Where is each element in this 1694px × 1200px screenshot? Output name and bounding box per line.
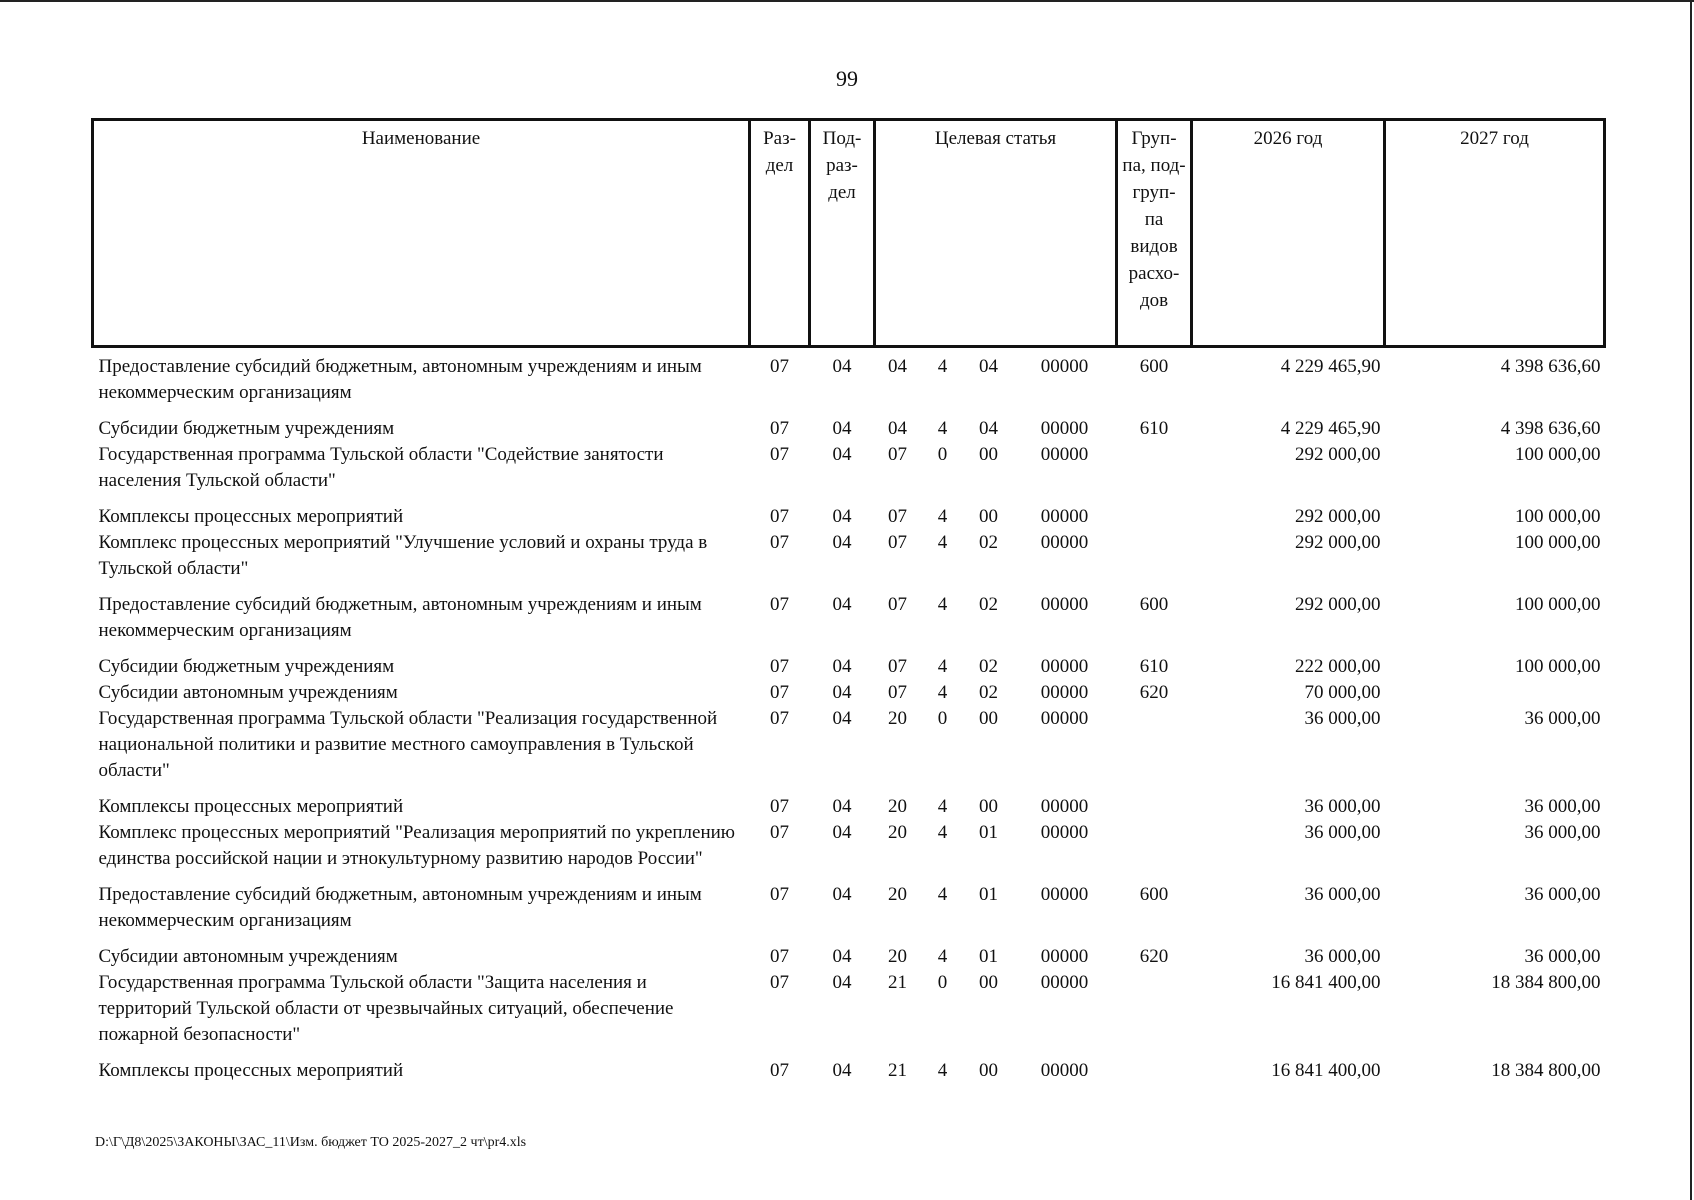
cell-target-direction: 00000 <box>1040 356 1089 377</box>
cell-podrazdel: 04 <box>832 532 852 553</box>
table-row <box>93 504 1605 530</box>
cell-amount-2026: 292 000,00 <box>1295 594 1381 615</box>
cell-target-program: 20 <box>888 796 907 817</box>
cell-target-subprogram: 00 <box>979 708 998 729</box>
cell-target-direction: 00000 <box>1040 444 1089 465</box>
cell-expense-group <box>1117 820 1192 882</box>
table-row <box>93 794 1605 820</box>
cell-target-program: 20 <box>888 708 907 729</box>
cell-expense-group: 610 <box>1139 656 1169 677</box>
cell-expense-group: 620 <box>1139 946 1169 967</box>
cell-target-program: 07 <box>888 506 907 527</box>
cell-podrazdel: 04 <box>832 506 852 527</box>
cell-razdel: 07 <box>770 532 789 553</box>
cell-amount-2027: 36 000,00 <box>1524 946 1601 967</box>
cell-amount-2026: 16 841 400,00 <box>1271 972 1381 993</box>
cell-target-program: 21 <box>888 1060 907 1081</box>
cell-razdel: 07 <box>770 594 789 615</box>
cell-razdel: 07 <box>770 418 789 439</box>
cell-name: Комплекс процессных мероприятий "Реализация мероприятий по укреплению единства российской нации и этнокультурному развитию народов России" <box>98 822 735 869</box>
table-body <box>93 347 1605 1085</box>
cell-razdel: 07 <box>770 444 789 465</box>
cell-podrazdel: 04 <box>832 356 852 377</box>
cell-podrazdel: 04 <box>832 796 852 817</box>
cell-name: Государственная программа Тульской области "Защита населения и территорий Тульской области от чрезвычайных ситуаций, обеспечение пожарной безопасности" <box>98 972 674 1045</box>
cell-podrazdel: 04 <box>832 822 852 843</box>
header-year-2027: 2027 год <box>1385 120 1605 347</box>
cell-target-program: 21 <box>888 972 907 993</box>
cell-target-program: 04 <box>888 356 907 377</box>
cell-name: Субсидии бюджетным учреждениям <box>98 418 395 439</box>
cell-target-program: 07 <box>888 594 907 615</box>
header-target-article: Целевая статья <box>875 120 1117 347</box>
table-row <box>93 944 1605 970</box>
cell-target-program: 20 <box>888 822 907 843</box>
cell-amount-2027: 4 398 636,60 <box>1500 356 1601 377</box>
cell-amount-2027: 18 384 800,00 <box>1491 1060 1601 1081</box>
header-razdel: Раз- дел <box>750 120 810 347</box>
cell-amount-2027: 36 000,00 <box>1524 884 1601 905</box>
cell-expense-group: 600 <box>1139 884 1169 905</box>
cell-target-subprogram: 01 <box>979 822 998 843</box>
cell-target-type: 0 <box>937 972 948 993</box>
cell-amount-2026: 292 000,00 <box>1295 444 1381 465</box>
cell-target-direction: 00000 <box>1040 506 1089 527</box>
cell-target-subprogram: 02 <box>979 656 998 677</box>
cell-podrazdel: 04 <box>832 946 852 967</box>
cell-target-subprogram: 00 <box>979 506 998 527</box>
cell-target-type: 4 <box>937 822 948 843</box>
cell-target-type: 0 <box>937 708 948 729</box>
cell-target-program: 07 <box>888 682 907 703</box>
cell-name: Комплексы процессных мероприятий <box>98 1060 404 1081</box>
table-row <box>93 882 1605 944</box>
cell-expense-group: 620 <box>1139 682 1169 703</box>
cell-amount-2026: 4 229 465,90 <box>1280 418 1381 439</box>
cell-amount-2026: 222 000,00 <box>1295 656 1381 677</box>
cell-amount-2027: 36 000,00 <box>1524 708 1601 729</box>
cell-name: Субсидии бюджетным учреждениям <box>98 656 395 677</box>
cell-razdel: 07 <box>770 822 789 843</box>
cell-target-type: 4 <box>937 682 948 703</box>
table-row <box>93 442 1605 504</box>
table-row <box>93 970 1605 1058</box>
cell-target-direction: 00000 <box>1040 946 1089 967</box>
cell-target-type: 4 <box>937 656 948 677</box>
cell-target-type: 4 <box>937 946 948 967</box>
cell-expense-group <box>1117 706 1192 794</box>
cell-target-direction: 00000 <box>1040 532 1089 553</box>
cell-target-subprogram: 04 <box>979 418 998 439</box>
cell-razdel: 07 <box>770 946 789 967</box>
cell-target-direction: 00000 <box>1040 796 1089 817</box>
cell-target-program: 20 <box>888 946 907 967</box>
cell-target-direction: 00000 <box>1040 418 1089 439</box>
cell-target-subprogram: 00 <box>979 796 998 817</box>
cell-razdel: 07 <box>770 356 789 377</box>
header-expense-group: Груп- па, под- груп- па видов расхо- дов <box>1117 120 1192 347</box>
cell-target-direction: 00000 <box>1040 594 1089 615</box>
header-year-2026: 2026 год <box>1192 120 1385 347</box>
cell-expense-group <box>1117 1058 1192 1084</box>
cell-target-subprogram: 02 <box>979 532 998 553</box>
cell-razdel: 07 <box>770 656 789 677</box>
cell-name: Государственная программа Тульской области "Реализация государственной национальной политики и развитие местного самоуправления в Тульской области" <box>98 708 718 781</box>
cell-expense-group <box>1117 442 1192 504</box>
cell-razdel: 07 <box>770 708 789 729</box>
page-number: 99 <box>836 66 858 91</box>
cell-amount-2026: 16 841 400,00 <box>1271 1060 1381 1081</box>
file-path-footer: D:\Г\Д8\2025\ЗАКОНЫ\ЗАС_11\Изм. бюджет ТО 2025-2027_2 чт\pr4.xls <box>95 1135 527 1150</box>
cell-target-subprogram: 01 <box>979 884 998 905</box>
cell-amount-2026: 292 000,00 <box>1295 506 1381 527</box>
cell-target-type: 4 <box>937 594 948 615</box>
cell-podrazdel: 04 <box>832 682 852 703</box>
cell-expense-group <box>1117 970 1192 1058</box>
cell-target-program: 04 <box>888 418 907 439</box>
cell-amount-2026: 4 229 465,90 <box>1280 356 1381 377</box>
cell-name: Комплексы процессных мероприятий <box>98 506 404 527</box>
cell-name: Предоставление субсидий бюджетным, автономным учреждениям и иным некоммерческим организациям <box>98 884 702 931</box>
cell-target-program: 07 <box>888 656 907 677</box>
cell-name: Комплекс процессных мероприятий "Улучшение условий и охраны труда в Тульской области" <box>98 532 708 579</box>
cell-name: Субсидии автономным учреждениям <box>98 946 398 967</box>
cell-name: Комплексы процессных мероприятий <box>98 796 404 817</box>
cell-amount-2026: 36 000,00 <box>1304 884 1381 905</box>
cell-target-direction: 00000 <box>1040 682 1089 703</box>
cell-amount-2027: 100 000,00 <box>1515 532 1601 553</box>
cell-name: Предоставление субсидий бюджетным, автономным учреждениям и иным некоммерческим организациям <box>98 356 702 403</box>
cell-amount-2026: 36 000,00 <box>1304 796 1381 817</box>
cell-expense-group <box>1117 794 1192 820</box>
cell-target-subprogram: 02 <box>979 682 998 703</box>
cell-expense-group: 610 <box>1139 418 1169 439</box>
cell-amount-2026: 36 000,00 <box>1304 946 1381 967</box>
cell-target-program: 07 <box>888 444 907 465</box>
table-row <box>93 347 1605 417</box>
cell-amount-2026: 70 000,00 <box>1304 682 1381 703</box>
cell-podrazdel: 04 <box>832 418 852 439</box>
cell-amount-2026: 36 000,00 <box>1304 822 1381 843</box>
cell-amount-2027: 36 000,00 <box>1524 796 1601 817</box>
cell-target-subprogram: 04 <box>979 356 998 377</box>
cell-podrazdel: 04 <box>832 884 852 905</box>
cell-target-direction: 00000 <box>1040 708 1089 729</box>
cell-target-type: 4 <box>937 796 948 817</box>
cell-expense-group: 600 <box>1139 594 1169 615</box>
cell-podrazdel: 04 <box>832 594 852 615</box>
cell-amount-2027: 4 398 636,60 <box>1500 418 1601 439</box>
cell-target-direction: 00000 <box>1040 884 1089 905</box>
table-row <box>93 416 1605 442</box>
header-name: Наименование <box>93 120 750 347</box>
cell-razdel: 07 <box>770 796 789 817</box>
cell-target-direction: 00000 <box>1040 822 1089 843</box>
cell-razdel: 07 <box>770 884 789 905</box>
table-row <box>93 530 1605 592</box>
cell-target-type: 4 <box>937 532 948 553</box>
cell-podrazdel: 04 <box>832 444 852 465</box>
cell-target-subprogram: 00 <box>979 1060 998 1081</box>
cell-podrazdel: 04 <box>832 972 852 993</box>
cell-target-type: 4 <box>937 884 948 905</box>
page-frame-right <box>1690 0 1692 1200</box>
cell-podrazdel: 04 <box>832 1060 852 1081</box>
cell-razdel: 07 <box>770 682 789 703</box>
cell-target-direction: 00000 <box>1040 972 1089 993</box>
cell-target-type: 4 <box>937 418 948 439</box>
table-header-row <box>93 120 1605 347</box>
cell-target-type: 0 <box>937 444 948 465</box>
cell-target-program: 20 <box>888 884 907 905</box>
cell-razdel: 07 <box>770 1060 789 1081</box>
cell-amount-2027 <box>1385 680 1605 706</box>
cell-razdel: 07 <box>770 972 789 993</box>
cell-target-subprogram: 00 <box>979 972 998 993</box>
cell-amount-2027: 100 000,00 <box>1515 506 1601 527</box>
page-frame-top <box>0 0 1694 2</box>
cell-podrazdel: 04 <box>832 656 852 677</box>
table-row <box>93 592 1605 654</box>
cell-name: Предоставление субсидий бюджетным, автономным учреждениям и иным некоммерческим организациям <box>98 594 702 641</box>
cell-target-type: 4 <box>937 506 948 527</box>
cell-amount-2027: 36 000,00 <box>1524 822 1601 843</box>
cell-expense-group <box>1117 530 1192 592</box>
cell-amount-2027: 100 000,00 <box>1515 594 1601 615</box>
cell-target-direction: 00000 <box>1040 656 1089 677</box>
cell-amount-2027: 18 384 800,00 <box>1491 972 1601 993</box>
cell-expense-group: 600 <box>1139 356 1169 377</box>
cell-name: Субсидии автономным учреждениям <box>98 682 398 703</box>
cell-razdel: 07 <box>770 506 789 527</box>
cell-amount-2026: 36 000,00 <box>1304 708 1381 729</box>
header-podrazdel: Под- раз- дел <box>810 120 875 347</box>
cell-target-type: 4 <box>937 356 948 377</box>
cell-target-subprogram: 02 <box>979 594 998 615</box>
cell-amount-2026: 292 000,00 <box>1295 532 1381 553</box>
budget-table <box>91 118 1606 1084</box>
table-row <box>93 654 1605 680</box>
cell-target-subprogram: 01 <box>979 946 998 967</box>
table-row <box>93 680 1605 706</box>
cell-target-direction: 00000 <box>1040 1060 1089 1081</box>
cell-amount-2027: 100 000,00 <box>1515 656 1601 677</box>
cell-target-type: 4 <box>937 1060 948 1081</box>
table-row <box>93 1058 1605 1084</box>
cell-amount-2027: 100 000,00 <box>1515 444 1601 465</box>
table-row <box>93 820 1605 882</box>
cell-target-subprogram: 00 <box>979 444 998 465</box>
cell-target-program: 07 <box>888 532 907 553</box>
table-row <box>93 706 1605 794</box>
cell-name: Государственная программа Тульской области "Содействие занятости населения Тульской области" <box>98 444 664 491</box>
cell-expense-group <box>1117 504 1192 530</box>
cell-podrazdel: 04 <box>832 708 852 729</box>
